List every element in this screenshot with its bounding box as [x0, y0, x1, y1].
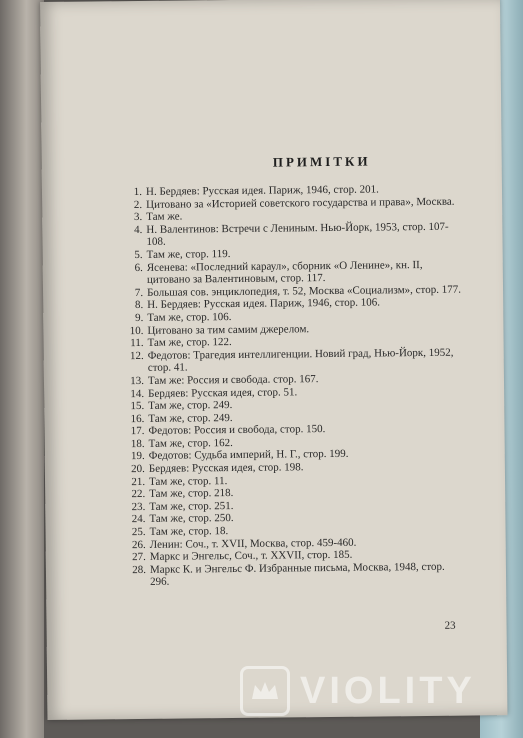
note-text: Там же.: [146, 210, 183, 224]
page-number: 23: [444, 619, 456, 632]
note-text: Цитовано за тим самим джерелом.: [147, 322, 310, 337]
note-text: Там же, стор. 11.: [148, 474, 228, 488]
note-number: 13.: [130, 374, 145, 387]
note-text: Бердяев: Русская идея, стор. 51.: [148, 385, 298, 400]
note-number: 20.: [131, 462, 145, 476]
note-text: Маркс и Энгельс, Соч., т. XXVII, стор. 185.: [149, 548, 353, 564]
watermark-text: VIOLITY: [300, 669, 476, 712]
note-text: Ясенева: «Последний караул», сборник «О Ленине», кн. II, цитовано за Валентиновым, стор. 117.: [146, 258, 423, 287]
note-number: 3.: [133, 211, 143, 224]
note-text: Там же, стор. 249.: [148, 411, 233, 425]
note-number: 18.: [130, 437, 145, 450]
note-number: 7.: [134, 286, 144, 299]
note-number: 25.: [131, 525, 146, 539]
note-text: Ленин: Соч., т. XVII, Москва, стор. 459-460.: [149, 536, 357, 551]
watermark: [240, 665, 510, 717]
note-text: Бердяев: Русская идея, стор. 198.: [148, 461, 304, 475]
note-text: Н. Валентинов: Встречи с Лениным. Нью-Йорк, 1953, стор. 107-108.: [146, 220, 449, 249]
note-number: 19.: [130, 450, 145, 463]
left-page-edge: [0, 0, 44, 738]
note-number: 15.: [130, 400, 145, 413]
note-text: Там же, стор. 249.: [148, 399, 233, 412]
note-text: Н. Бердяев: Русская идея. Париж, 1946, стор. 201.: [145, 183, 379, 198]
note-item: [122, 346, 462, 375]
book-page: [40, 0, 507, 720]
note-text: Федотов: Россия и свобода, стор. 150.: [148, 423, 326, 438]
note-text: Там же, стор. 162.: [148, 436, 233, 450]
note-text: Федотов: Трагедия интеллигенции. Новий град, Нью-Йорк, 1952, стор. 41.: [147, 346, 454, 375]
note-text: Там же: Россия и свобода. стор. 167.: [147, 373, 319, 387]
note-number: 10.: [129, 324, 144, 337]
note-number: 6.: [134, 261, 143, 274]
note-number: 16.: [130, 412, 145, 425]
note-number: 11.: [130, 337, 144, 350]
note-number: 14.: [130, 387, 145, 400]
note-number: 9.: [135, 311, 144, 324]
note-number: 26.: [131, 538, 146, 551]
note-number: 2.: [133, 198, 143, 211]
note-number: 24.: [131, 513, 146, 526]
note-item: [121, 258, 461, 287]
note-text: Там же, стор. 251.: [149, 499, 234, 513]
note-text: Там же, стор. 250.: [149, 512, 234, 526]
note-number: 28.: [132, 563, 147, 576]
note-text: Там же, стор. 119.: [146, 247, 231, 261]
note-number: 1.: [133, 185, 143, 199]
note-text: Федотов: Судьба империй, Н. Г., стор. 199.: [148, 448, 349, 463]
note-number: 5.: [134, 248, 143, 261]
note-text: Там же, стор. 106.: [147, 310, 232, 324]
note-number: 27.: [132, 551, 146, 564]
page-title: ПРИМІТКИ: [272, 153, 371, 170]
note-number: 21.: [131, 475, 146, 488]
note-text: Маркс К. и Энгельс Ф. Избранные письма, Москва, 1948, стор. 296.: [149, 560, 445, 589]
crown-icon: [240, 666, 290, 716]
note-text: Там же, стор. 218.: [149, 487, 234, 501]
note-number: 17.: [130, 425, 145, 438]
note-text: Н. Бердяев: Русская идея. Париж, 1946, стор. 106.: [147, 296, 381, 312]
note-number: 12.: [129, 349, 144, 362]
note-text: Там же, стор. 122.: [147, 336, 232, 350]
note-number: 8.: [134, 299, 144, 312]
note-text: Большая сов. энциклопедия, т. 52, Москва «Социализм», стор. 177.: [146, 283, 461, 299]
note-text: Цитовано за «Историей советского государства и права», Москва.: [146, 195, 455, 211]
notes-list: [120, 183, 464, 590]
note-number: 22.: [131, 488, 146, 501]
note-item: [124, 560, 464, 589]
note-item: [120, 220, 460, 249]
note-number: 23.: [131, 500, 146, 513]
note-text: Там же, стор. 18.: [149, 525, 229, 538]
note-number: 4.: [134, 223, 143, 236]
